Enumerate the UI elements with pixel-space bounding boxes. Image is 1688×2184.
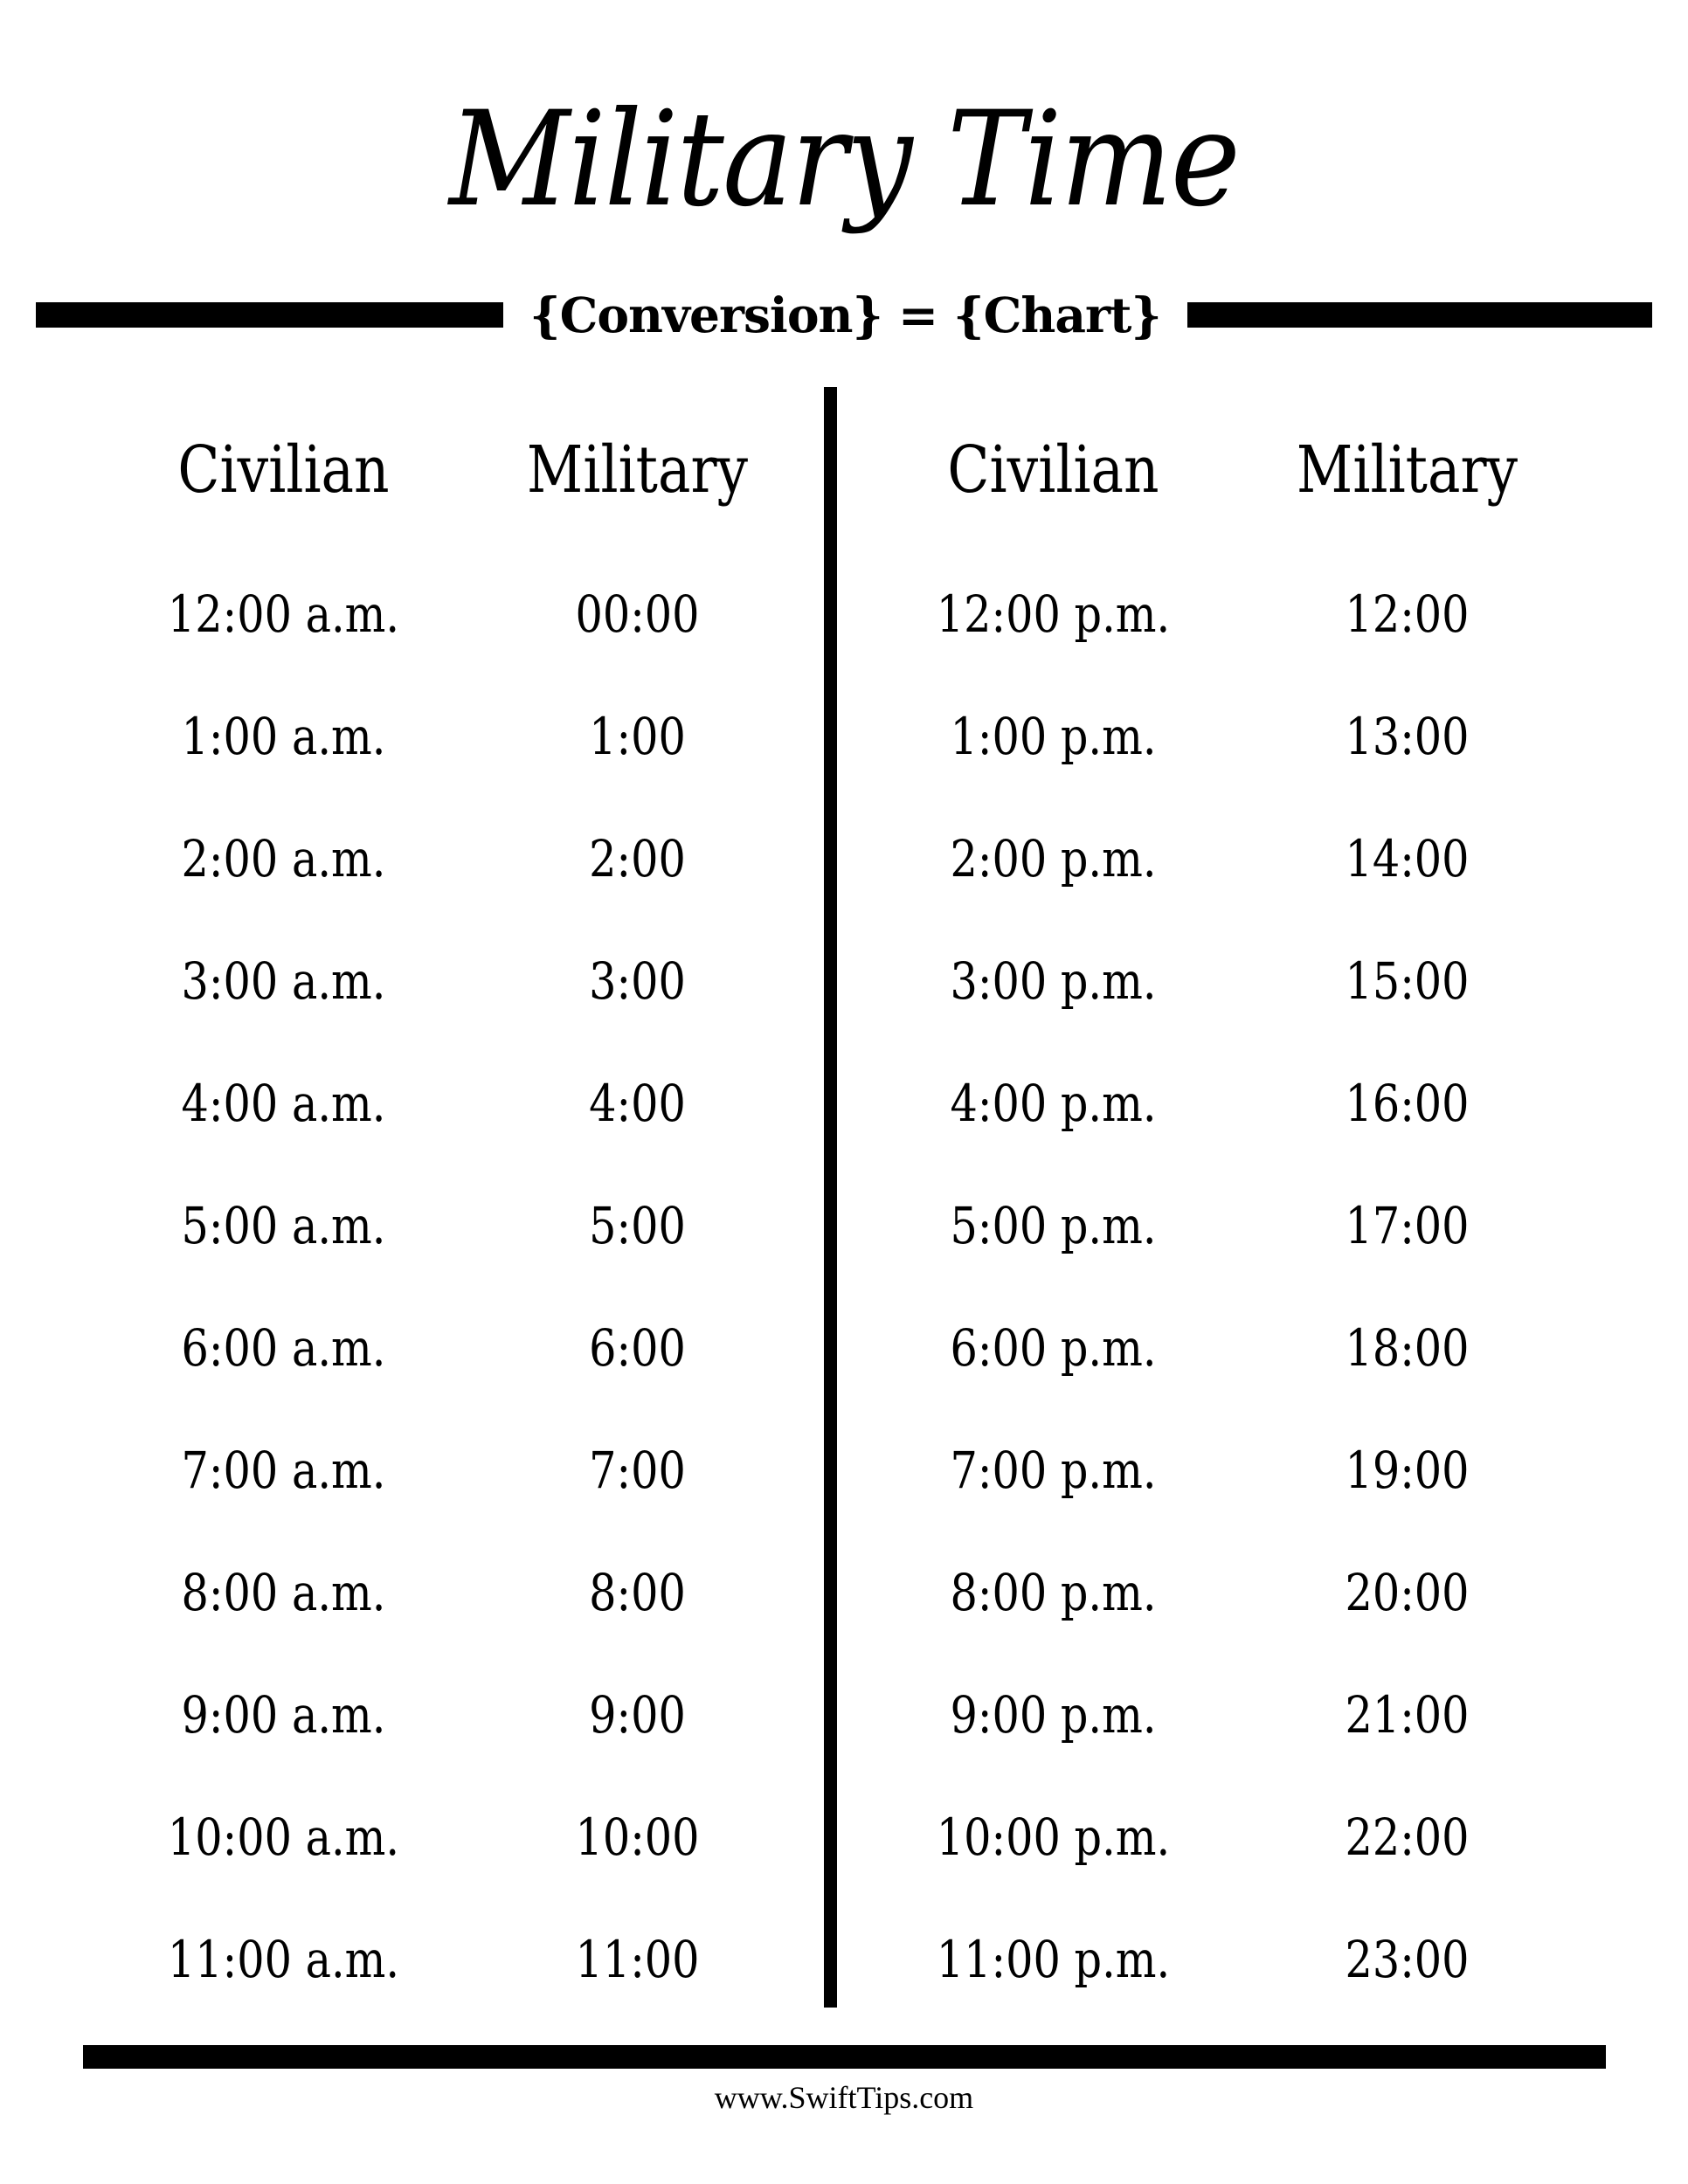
table-row [107, 1287, 824, 1409]
column-header-civilian: Civilian [947, 432, 1159, 508]
table-right-body [876, 553, 1688, 2021]
military-time-cell: 23:00 [1345, 1929, 1470, 1989]
column-header-military: Military [1296, 432, 1519, 508]
subtitle-right-bar [1187, 302, 1652, 328]
table-row [107, 1165, 824, 1287]
civilian-time-cell: 12:00 p.m. [936, 584, 1171, 644]
military-time-cell: 19:00 [1345, 1440, 1470, 1500]
civilian-time-cell: 10:00 a.m. [167, 1807, 400, 1867]
military-time-cell: 13:00 [1345, 706, 1470, 766]
subtitle-left-bar [36, 302, 503, 328]
conversion-table [0, 387, 1688, 2021]
military-time-cell: 12:00 [1345, 584, 1470, 644]
military-time-cell: 4:00 [589, 1073, 686, 1133]
table-row [107, 1776, 824, 1898]
military-time-cell: 9:00 [589, 1684, 686, 1745]
column-header-military: Military [526, 432, 749, 508]
military-time-cell: 20:00 [1345, 1562, 1470, 1622]
table-row [876, 798, 1688, 920]
table-row [107, 920, 824, 1042]
table-left-half [0, 387, 824, 2021]
military-time-cell: 6:00 [589, 1317, 686, 1378]
table-row [876, 1898, 1688, 2021]
table-row [876, 553, 1688, 675]
table-left-header-row [107, 387, 824, 553]
military-time-cell: 10:00 [575, 1807, 700, 1867]
civilian-time-cell: 2:00 a.m. [181, 828, 386, 888]
military-time-cell: 11:00 [575, 1929, 700, 1989]
civilian-time-cell: 7:00 a.m. [181, 1440, 386, 1500]
table-right-header-row [876, 387, 1688, 553]
civilian-time-cell: 8:00 p.m. [950, 1562, 1157, 1622]
table-row [107, 1531, 824, 1654]
table-row [876, 1042, 1688, 1165]
civilian-time-cell: 5:00 a.m. [181, 1195, 386, 1255]
table-row [876, 1531, 1688, 1654]
civilian-time-cell: 11:00 a.m. [167, 1929, 400, 1989]
table-left-body [107, 553, 824, 2021]
civilian-time-cell: 6:00 p.m. [950, 1317, 1157, 1378]
civilian-time-cell: 2:00 p.m. [950, 828, 1157, 888]
civilian-time-cell: 10:00 p.m. [936, 1807, 1171, 1867]
footer-bar [83, 2045, 1606, 2069]
table-right-half [837, 387, 1688, 2021]
military-time-cell: 21:00 [1345, 1684, 1470, 1745]
military-time-cell: 8:00 [589, 1562, 686, 1622]
civilian-time-cell: 4:00 a.m. [181, 1073, 386, 1133]
military-time-cell: 2:00 [589, 828, 686, 888]
civilian-time-cell: 6:00 a.m. [181, 1317, 386, 1378]
table-row [876, 920, 1688, 1042]
civilian-time-cell: 3:00 a.m. [181, 950, 386, 1011]
table-row [876, 1776, 1688, 1898]
civilian-time-cell: 4:00 p.m. [950, 1073, 1157, 1133]
subtitle: {Conversion} = {Chart} [529, 286, 1161, 343]
table-row [107, 1042, 824, 1165]
table-row [107, 1898, 824, 2021]
column-header-civilian: Civilian [177, 432, 390, 508]
civilian-time-cell: 8:00 a.m. [181, 1562, 386, 1622]
military-time-cell: 16:00 [1345, 1073, 1470, 1133]
civilian-time-cell: 7:00 p.m. [950, 1440, 1157, 1500]
military-time-cell: 5:00 [589, 1195, 686, 1255]
civilian-time-cell: 11:00 p.m. [936, 1929, 1171, 1989]
civilian-time-cell: 1:00 p.m. [950, 706, 1157, 766]
military-time-cell: 18:00 [1345, 1317, 1470, 1378]
civilian-time-cell: 9:00 p.m. [950, 1684, 1157, 1745]
civilian-time-cell: 1:00 a.m. [181, 706, 386, 766]
vertical-divider [824, 387, 837, 2008]
military-time-cell: 7:00 [589, 1440, 686, 1500]
page-title: Military Time [449, 84, 1239, 236]
table-row [876, 1654, 1688, 1776]
table-row [876, 1287, 1688, 1409]
table-row [107, 798, 824, 920]
military-time-cell: 1:00 [589, 706, 686, 766]
military-time-cell: 22:00 [1345, 1807, 1470, 1867]
table-row [107, 1409, 824, 1531]
table-row [107, 675, 824, 798]
military-time-cell: 17:00 [1345, 1195, 1470, 1255]
table-row [876, 1409, 1688, 1531]
table-row [107, 553, 824, 675]
civilian-time-cell: 9:00 a.m. [181, 1684, 386, 1745]
military-time-cell: 15:00 [1345, 950, 1470, 1011]
military-time-cell: 14:00 [1345, 828, 1470, 888]
subtitle-row [0, 278, 1688, 352]
table-row [107, 1654, 824, 1776]
military-time-cell: 00:00 [575, 584, 700, 644]
table-row [876, 675, 1688, 798]
civilian-time-cell: 3:00 p.m. [950, 950, 1157, 1011]
footer-url: www.SwiftTips.com [714, 2079, 974, 2115]
military-time-cell: 3:00 [589, 950, 686, 1011]
table-row [876, 1165, 1688, 1287]
civilian-time-cell: 12:00 a.m. [167, 584, 400, 644]
civilian-time-cell: 5:00 p.m. [950, 1195, 1157, 1255]
